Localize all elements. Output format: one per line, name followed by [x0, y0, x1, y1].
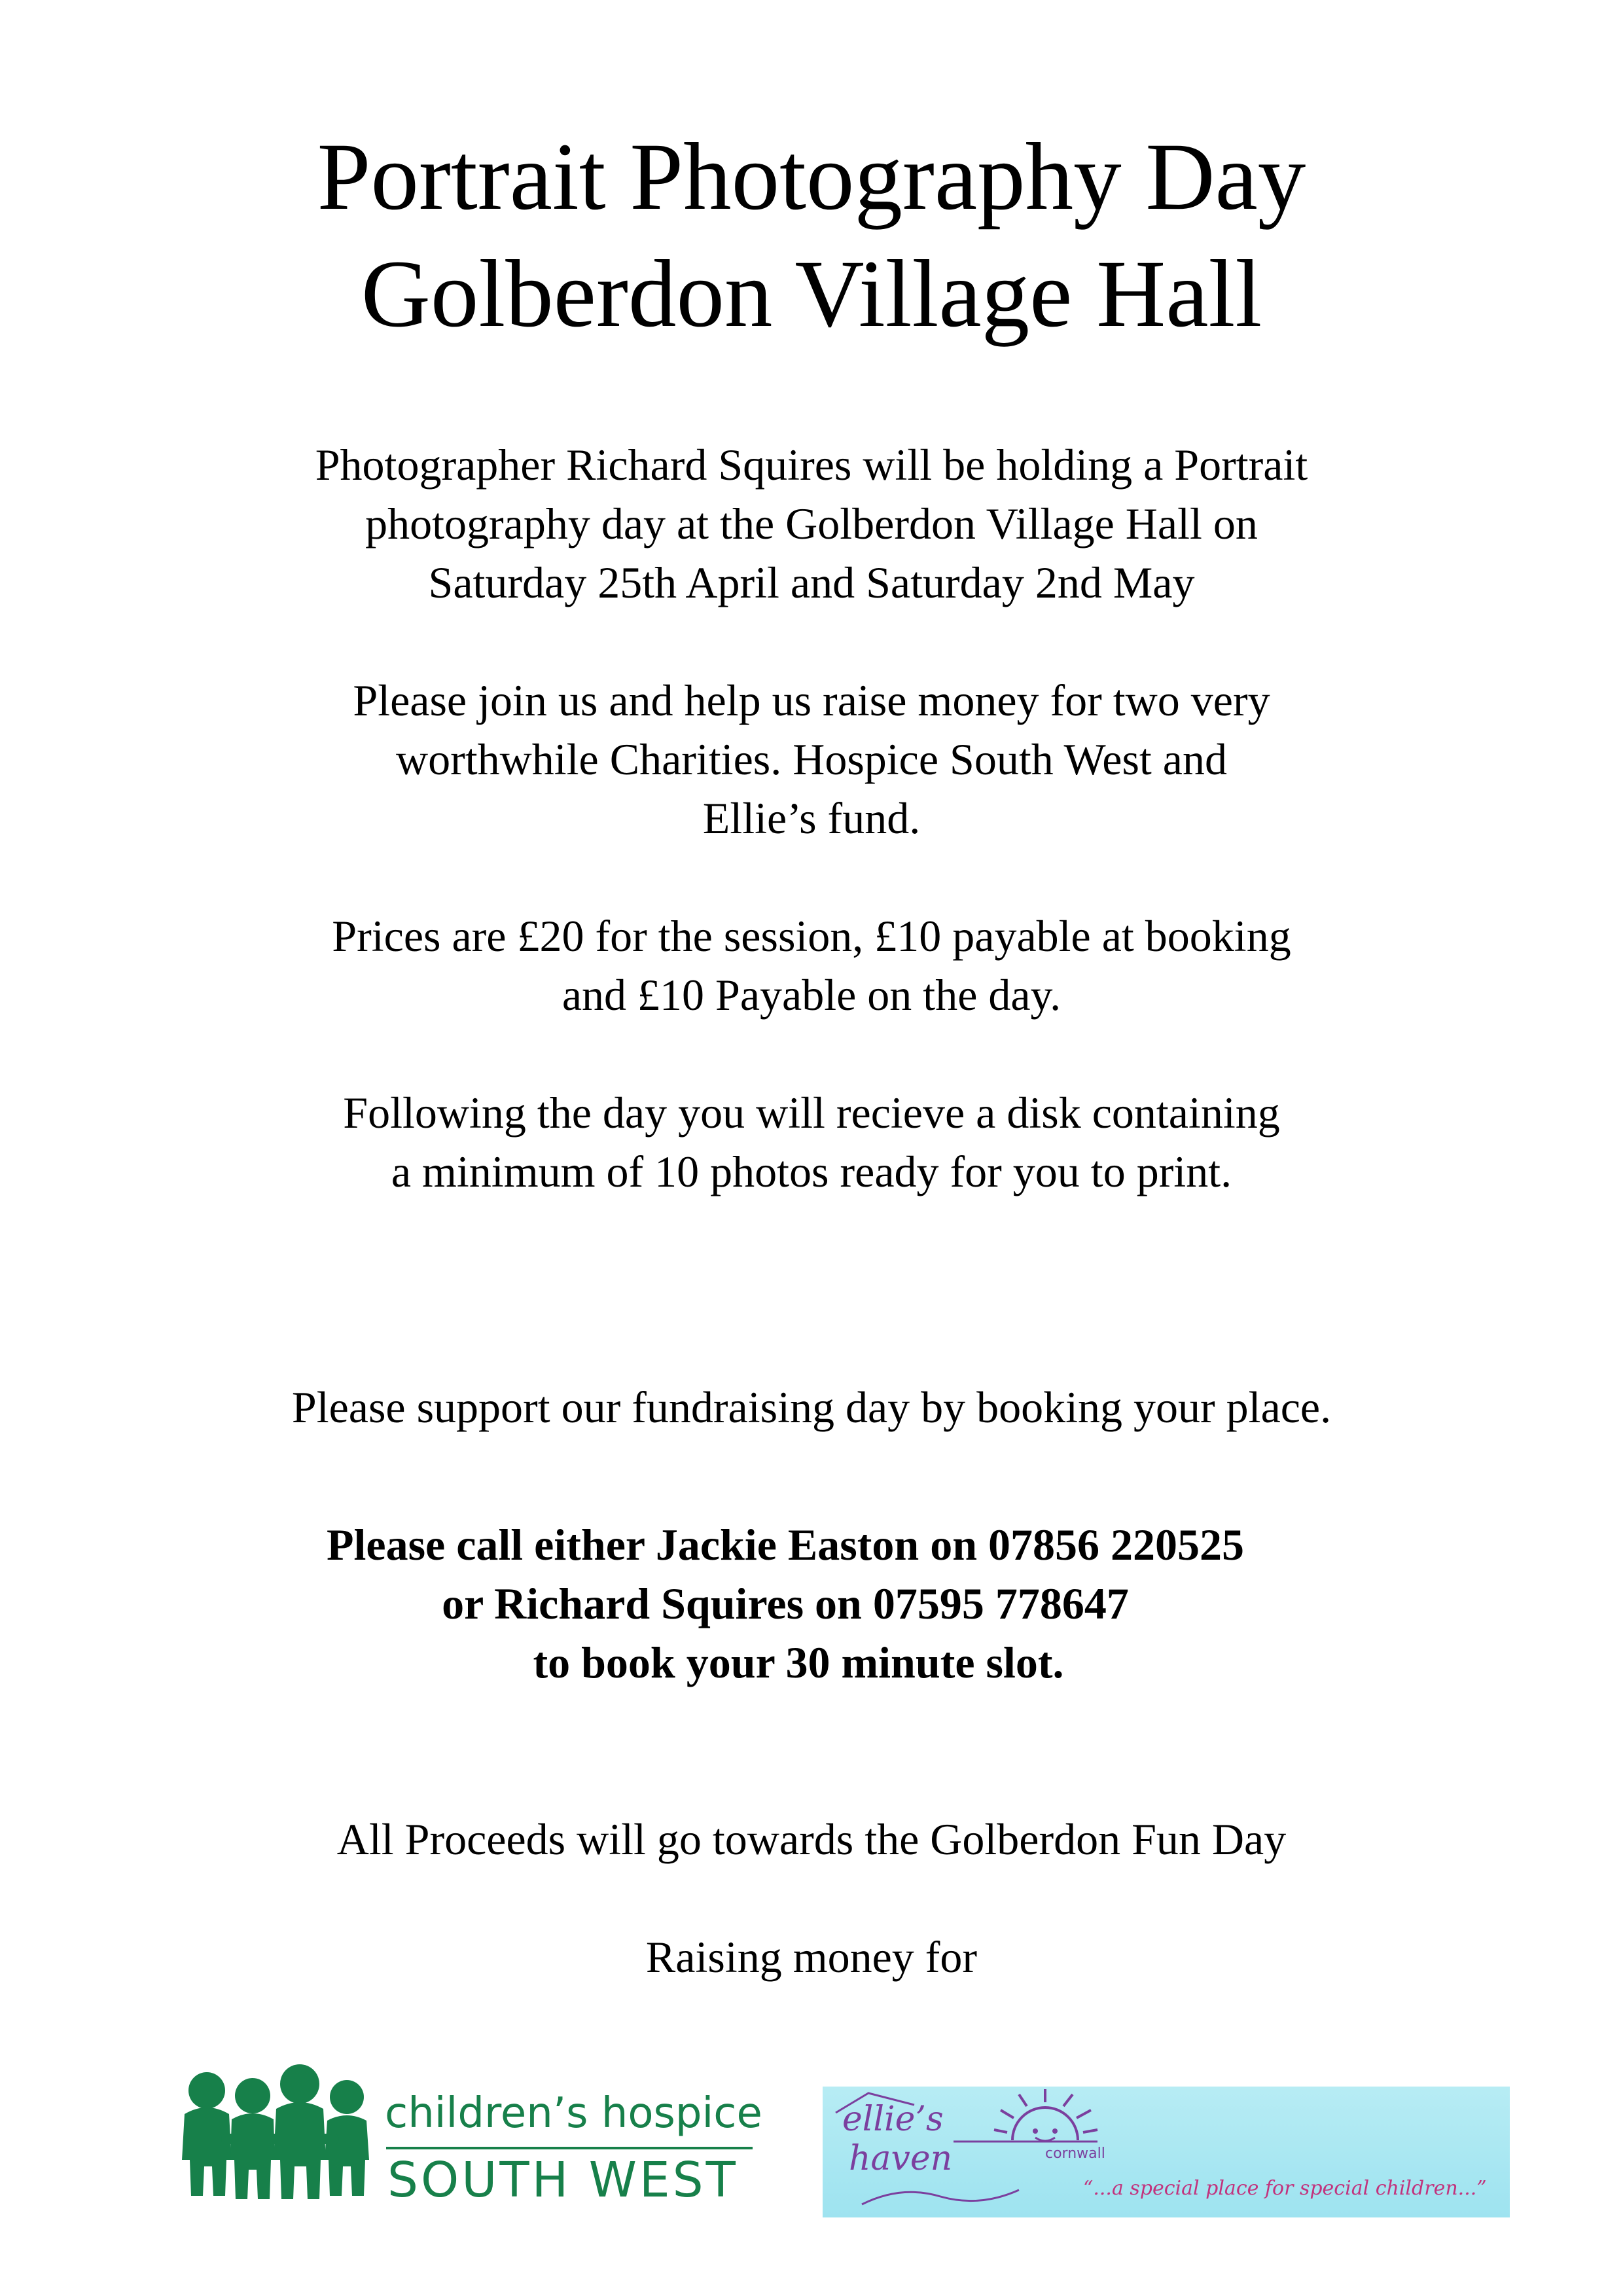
followup-line: Following the day you will recieve a disk containing [343, 1088, 1280, 1138]
prices-line: and £10 Payable on the day. [562, 970, 1061, 1020]
support-text: Please support our fundraising day by booking your place. [291, 1382, 1332, 1432]
proceeds-text: All Proceeds will go towards the Golberdon Fun Day [336, 1814, 1287, 1864]
charity-line: Please join us and help us raise money for two very [353, 675, 1270, 725]
intro-line: photography day at the Golberdon Village Hall on [365, 499, 1258, 548]
prices-line: Prices are £20 for the session, £10 payable at booking [332, 911, 1291, 961]
page-title-line-1: Portrait Photography Day [317, 123, 1306, 230]
ellies-county: cornwall [1045, 2145, 1105, 2162]
charity-line: Ellie’s fund. [702, 793, 921, 843]
childrens-hospice-south-west-logo [175, 2062, 777, 2206]
intro-line: Saturday 25th April and Saturday 2nd May [428, 558, 1195, 607]
charity-line: worthwhile Charities. Hospice South West and [396, 734, 1227, 784]
ellies-name-line-2: haven [849, 2139, 953, 2178]
page-title-line-2: Golberdon Village Hall [361, 240, 1262, 347]
ellies-name-line-1: ellie’s [842, 2100, 944, 2139]
chsw-name-line-2: SOUTH WEST [387, 2152, 738, 2208]
intro-line: Photographer Richard Squires will be holding a Portrait [315, 440, 1308, 490]
followup-line: a minimum of 10 photos ready for you to print. [391, 1147, 1232, 1196]
chsw-divider [386, 2147, 753, 2149]
ellies-tagline: “...a special place for special children...” [1083, 2177, 1487, 2200]
chsw-name-line-1: children’s hospice [385, 2089, 762, 2138]
booking-line: to book your 30 minute slot. [533, 1638, 1064, 1687]
booking-line: or Richard Squires on 07595 778647 [442, 1579, 1129, 1628]
children-group-icon [175, 2062, 378, 2206]
ellies-haven-logo [823, 2087, 1510, 2217]
raising-text: Raising money for [645, 1932, 978, 1982]
booking-line: Please call either Jackie Easton on 07856 220525 [326, 1520, 1245, 1570]
